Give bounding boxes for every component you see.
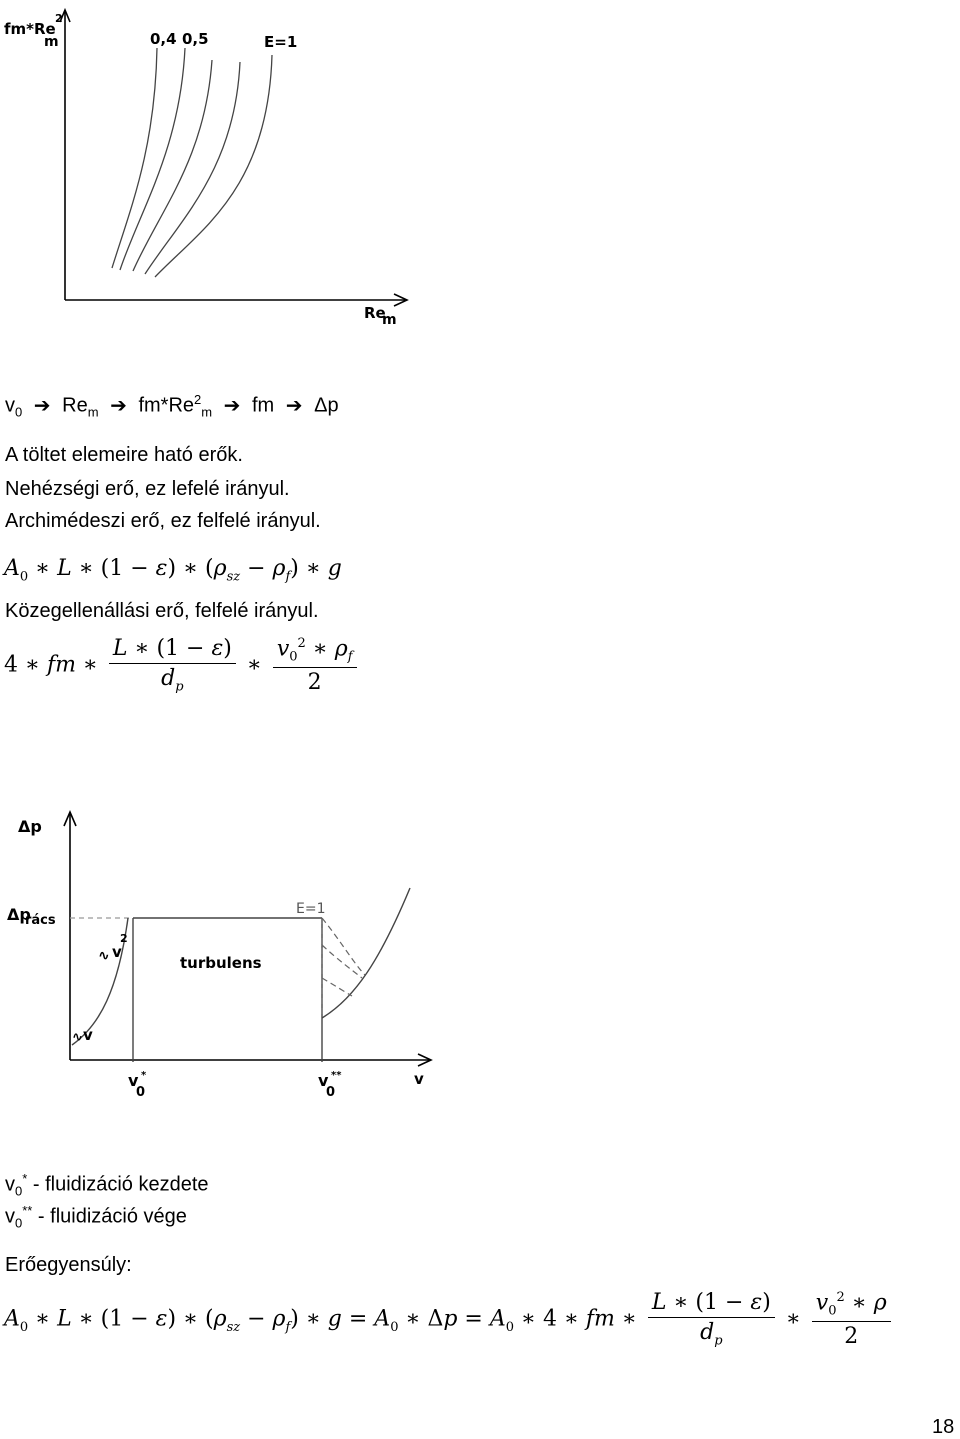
dp-axis-label: Δp (18, 817, 42, 836)
v2-tilde: ∿ (98, 948, 110, 964)
curve-label-e-1: E=1 (264, 33, 298, 51)
balance-title: Erőegyensúly: (5, 1254, 132, 1276)
e-label: E=1 (296, 901, 326, 917)
arrow-right-icon: ➔ (223, 394, 241, 417)
dashed-curve-2 (322, 945, 362, 978)
gravity-force-text: Nehézségi erő, ez lefelé irányul. (5, 478, 290, 500)
drag-force-text: Közegellenállási erő, felfelé irányul. (5, 600, 319, 622)
curve-mid-2 (145, 62, 240, 274)
dashed-curve-3 (322, 978, 352, 996)
x-axis-label: v (414, 1070, 424, 1088)
def-end-text: - fluidizáció vége (37, 1205, 187, 1228)
def-v: v (5, 1205, 15, 1228)
dp-grate-label: Δp (7, 905, 31, 924)
def-start-text: - fluidizáció kezdete (32, 1173, 209, 1196)
curve-0-4 (112, 48, 157, 268)
x-axis-sub: m (382, 312, 397, 328)
arrow-right-icon: ➔ (285, 394, 303, 417)
archimedes-force-text: Archimédeszi erő, ez felfelé irányul. (5, 510, 321, 532)
forces-intro: A töltet elemeire ható erők. (5, 444, 243, 466)
definition-fluidization-end (5, 1199, 187, 1236)
v-tilde: ∿ (72, 1030, 83, 1045)
regime-label: turbulens (180, 954, 262, 972)
x1-sub: 0 (136, 1085, 146, 1100)
force-balance-formula: $A_0$ ∗ L ∗ (1 − ε) ∗ $(\rho_{sz} - \rho_f)$ ∗ $g = A_0$ ∗ $\Delta p = A_0$ ∗ 4 ∗ fm ∗ $\frac{L ∗ (1 - \varepsilon)}{d_p}$ ∗ $\frac{v_0^2 ∗ \rho}{2}$ (4, 1290, 895, 1349)
chain-re: Re (62, 394, 88, 417)
dashed-curve-1 (322, 918, 365, 975)
y-axis-sup: 2 (55, 12, 63, 25)
chain-dp: Δp (314, 394, 339, 417)
arrow-right-icon: ➔ (33, 394, 51, 417)
chain-fmre-sub: m (201, 404, 213, 420)
chain-fmre: fm*Re (138, 394, 195, 417)
curve-label-0-4: 0,4 (150, 30, 177, 48)
curve-label-0-5: 0,5 (182, 30, 209, 48)
chain-re-sub: m (87, 404, 99, 420)
def-sup-end: ** (22, 1203, 33, 1218)
buoyancy-formula: $A_0$ ∗ L ∗ (1 − ε) ∗ $(\rho_{sz} - \rho_f)$ ∗ g (4, 556, 342, 585)
page-number: 18 (932, 1416, 955, 1438)
turbulent-rise (322, 888, 410, 1018)
x1-sup: * (141, 1070, 147, 1081)
v-label: v (83, 1026, 93, 1044)
curve-mid-1 (133, 60, 212, 271)
curve-0-5 (120, 48, 185, 270)
v2-label: v (112, 943, 122, 961)
x2-label: v (318, 1071, 329, 1090)
figure-fm-re-diagram (0, 0, 420, 335)
curve-e-1 (155, 55, 272, 277)
def-sub: 0 (15, 1215, 23, 1231)
chain-v: v (5, 394, 15, 417)
chain-fmre-sup: 2 (194, 392, 202, 407)
x2-sub: 0 (326, 1085, 336, 1100)
def-v: v (5, 1173, 15, 1196)
figure-pressure-drop-diagram (0, 800, 440, 1105)
x-axis-label: Re (364, 304, 386, 322)
x2-sup: ** (331, 1070, 342, 1081)
v2-sup: 2 (120, 932, 128, 945)
calculation-chain (5, 388, 339, 425)
arrow-right-icon: ➔ (110, 394, 127, 417)
y-axis-sub: m (44, 34, 59, 50)
dp-grate-sub: rács (25, 913, 56, 928)
chain-v-sub: 0 (15, 404, 23, 420)
x1-label: v (128, 1071, 139, 1090)
chain-fm: fm (251, 394, 275, 417)
def-sub: 0 (15, 1183, 23, 1199)
y-axis-label: fm*Re (4, 20, 56, 38)
def-sup-start: * (22, 1171, 28, 1186)
drag-formula: 4 ∗ fm ∗ $\frac{L ∗ (1 - \varepsilon)}{d_p}$ ∗ $\frac{v_0^2 ∗ \rho_f}{2}$ (4, 636, 361, 695)
